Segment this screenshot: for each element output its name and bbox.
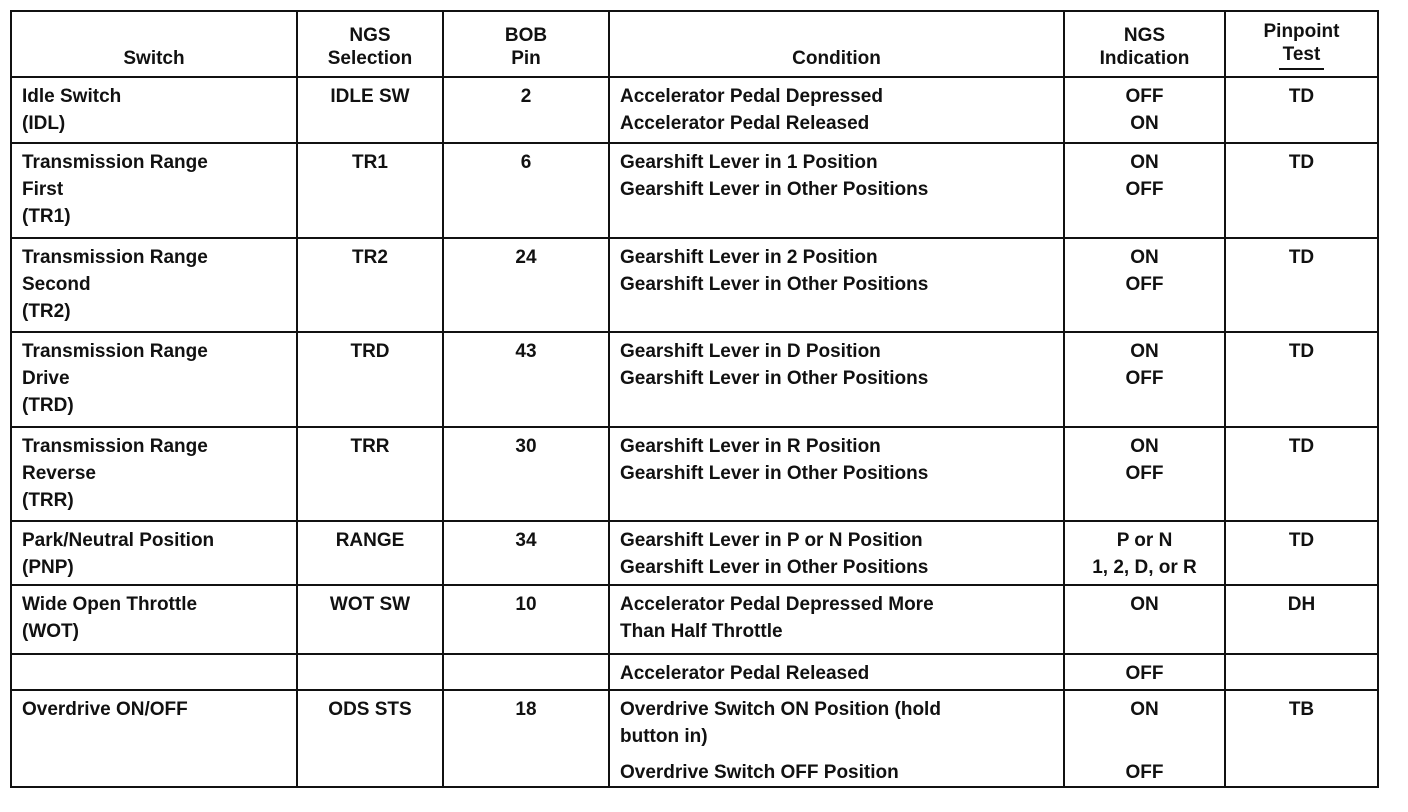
indication-cell: ON OFF (1064, 332, 1225, 427)
ngs-selection-cell: WOT SW (297, 585, 443, 654)
header-bob-pin: BOB Pin (443, 11, 609, 77)
condition-cell: Gearshift Lever in R Position Gearshift Lever in Other Positions (609, 427, 1064, 521)
bob-pin-cell: 10 (443, 585, 609, 654)
bob-pin-cell: 18 (443, 690, 609, 787)
switch-cell: Transmission Range Reverse (TRR) (11, 427, 297, 521)
condition-cell: Gearshift Lever in D Position Gearshift Lever in Other Positions (609, 332, 1064, 427)
ngs-selection-cell (297, 654, 443, 690)
indication-cell: OFF ON (1064, 77, 1225, 143)
header-condition: Condition (609, 11, 1064, 77)
indication-cell: ON (1064, 585, 1225, 654)
bob-pin-cell: 34 (443, 521, 609, 585)
switch-cell: Park/Neutral Position (PNP) (11, 521, 297, 585)
bob-pin-cell: 43 (443, 332, 609, 427)
table-row (11, 521, 1378, 585)
table-row (11, 143, 1378, 238)
indication-cell: ON OFF (1064, 427, 1225, 521)
table-row (11, 585, 1378, 654)
condition-cell: Accelerator Pedal Depressed More Than Half Throttle (609, 585, 1064, 654)
bob-pin-cell: 2 (443, 77, 609, 143)
table-row (11, 77, 1378, 143)
bob-pin-cell: 30 (443, 427, 609, 521)
table-row (11, 690, 1378, 787)
table-row (11, 427, 1378, 521)
pinpoint-cell: TB (1225, 690, 1378, 787)
ngs-selection-cell: TRR (297, 427, 443, 521)
pinpoint-cell: TD (1225, 332, 1378, 427)
table-row (11, 238, 1378, 332)
header-ngs-selection: NGS Selection (297, 11, 443, 77)
switch-cell: Overdrive ON/OFF (11, 690, 297, 787)
header-row (11, 11, 1378, 77)
pinpoint-cell: TD (1225, 238, 1378, 332)
pinpoint-cell (1225, 654, 1378, 690)
bob-pin-cell: 24 (443, 238, 609, 332)
indication-cell: ON OFF (1064, 238, 1225, 332)
indication-cell: OFF (1064, 654, 1225, 690)
ngs-selection-cell: RANGE (297, 521, 443, 585)
switch-cell: Transmission Range Drive (TRD) (11, 332, 297, 427)
pinpoint-cell: TD (1225, 143, 1378, 238)
condition-cell: Gearshift Lever in 2 Position Gearshift Lever in Other Positions (609, 238, 1064, 332)
table-row (11, 654, 1378, 690)
condition-cell: Overdrive Switch ON Position (hold button in) Overdrive Switch OFF Position (609, 690, 1064, 787)
ngs-selection-cell: TR1 (297, 143, 443, 238)
switch-test-table (10, 10, 1379, 788)
condition-cell: Accelerator Pedal Depressed Accelerator Pedal Released (609, 77, 1064, 143)
header-pinpoint-test: Pinpoint Test (1225, 11, 1378, 77)
ngs-selection-cell: TR2 (297, 238, 443, 332)
bob-pin-cell: 6 (443, 143, 609, 238)
indication-cell: ON OFF (1064, 143, 1225, 238)
pinpoint-cell: DH (1225, 585, 1378, 654)
condition-cell: Gearshift Lever in P or N Position Gearshift Lever in Other Positions (609, 521, 1064, 585)
switch-cell (11, 654, 297, 690)
ngs-selection-cell: IDLE SW (297, 77, 443, 143)
indication-cell: ON OFF (1064, 690, 1225, 787)
switch-cell: Wide Open Throttle (WOT) (11, 585, 297, 654)
header-switch: Switch (11, 11, 297, 77)
ngs-selection-cell: TRD (297, 332, 443, 427)
ngs-selection-cell: ODS STS (297, 690, 443, 787)
switch-cell: Transmission Range First (TR1) (11, 143, 297, 238)
pinpoint-cell: TD (1225, 77, 1378, 143)
condition-cell: Gearshift Lever in 1 Position Gearshift Lever in Other Positions (609, 143, 1064, 238)
indication-cell: P or N 1, 2, D, or R (1064, 521, 1225, 585)
pinpoint-cell: TD (1225, 521, 1378, 585)
switch-cell: Idle Switch (IDL) (11, 77, 297, 143)
condition-cell: Accelerator Pedal Released (609, 654, 1064, 690)
header-ngs-indication: NGS Indication (1064, 11, 1225, 77)
table-row (11, 332, 1378, 427)
pinpoint-cell: TD (1225, 427, 1378, 521)
switch-cell: Transmission Range Second (TR2) (11, 238, 297, 332)
bob-pin-cell (443, 654, 609, 690)
